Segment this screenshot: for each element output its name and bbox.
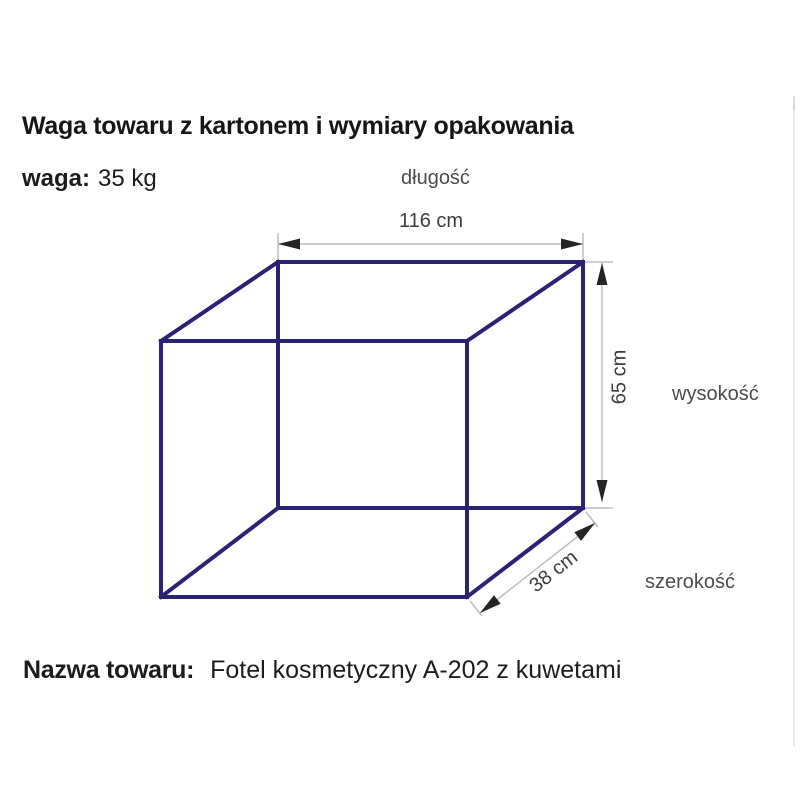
box-edge-top-right xyxy=(467,262,583,341)
width-dimension-name: szerokość xyxy=(645,571,736,593)
box-edge-top-left xyxy=(161,262,278,341)
weight-label: waga: xyxy=(22,165,91,192)
product-name-value: Fotel kosmetyczny A-202 z kuwetami xyxy=(210,656,622,684)
height-dimension-name: wysokość xyxy=(672,383,759,405)
box-edge-bottom-left xyxy=(161,508,278,597)
length-dimension-value: 116 cm xyxy=(398,210,464,232)
product-name-row xyxy=(23,656,621,685)
right-edge-divider xyxy=(793,96,795,746)
page-title: Waga towaru z kartonem i wymiary opakowania xyxy=(22,112,574,140)
right-edge-divider-cap xyxy=(793,96,795,110)
weight-value: 35 kg xyxy=(98,165,157,192)
height-dimension-value: 65 cm xyxy=(608,349,631,405)
box-wireframe xyxy=(161,262,583,597)
product-name-label: Nazwa towaru: xyxy=(23,656,195,684)
box-back-face xyxy=(278,262,583,508)
length-dimension-name: długość xyxy=(401,167,470,189)
width-witness-line-front xyxy=(470,601,482,616)
box-front-face xyxy=(161,341,467,597)
width-dimension-value: 38 cm xyxy=(525,546,582,598)
